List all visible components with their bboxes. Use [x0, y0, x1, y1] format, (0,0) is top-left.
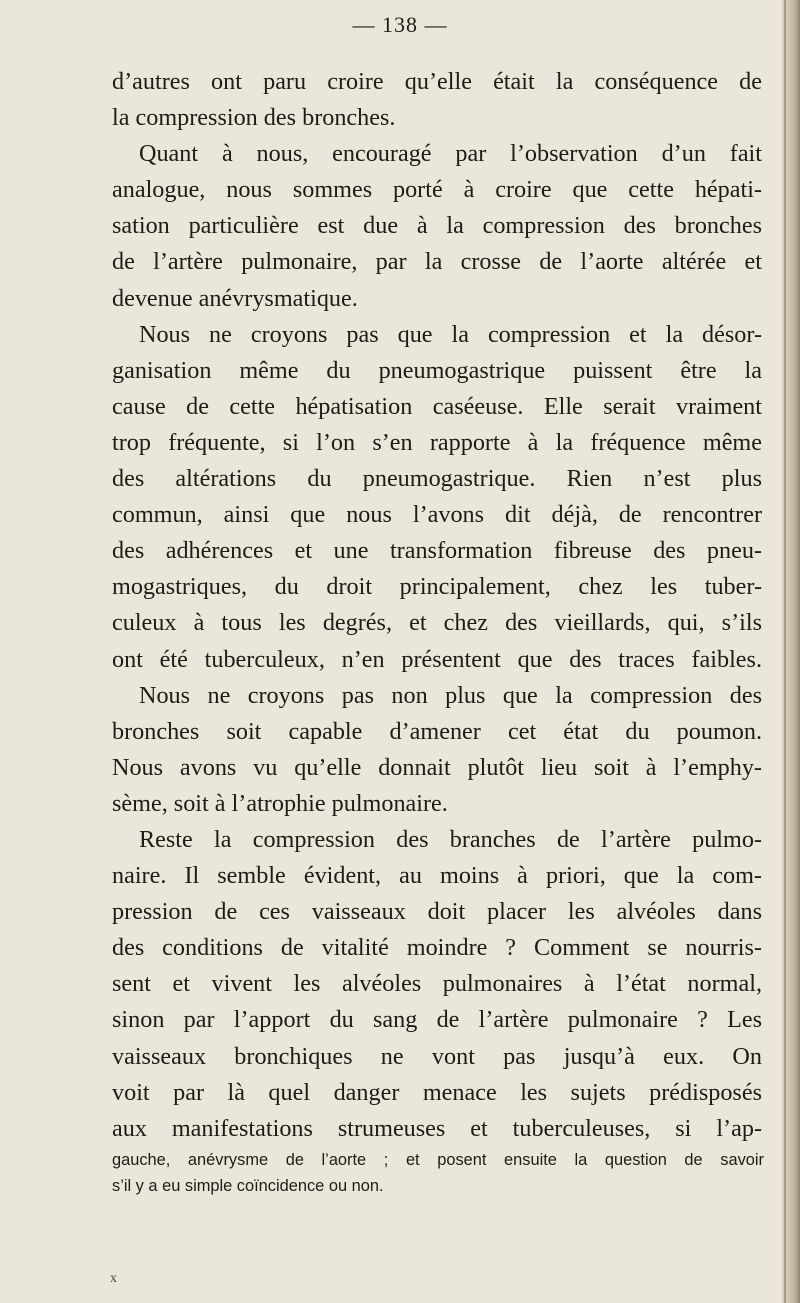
text-line: trop fréquente, si l’on s’en rapporte à la fréquence même [112, 428, 762, 456]
text-line: commun, ainsi que nous l’avons dit déjà, de rencontrer [112, 501, 762, 529]
footnote [112, 1147, 764, 1199]
text-line: bronches soit capable d’amener cet état du poumon. [112, 717, 762, 745]
text-line: pression de ces vaisseaux doit placer les alvéoles dans [112, 898, 762, 926]
text-line: Reste la compression des branches de l’artère pulmo- [139, 825, 762, 853]
text-line: voit par là quel danger menace les sujets prédisposés [112, 1078, 762, 1106]
page-number: — 138 — [352, 12, 448, 37]
page-edge-line [784, 0, 786, 1303]
text-line: analogue, nous sommes porté à croire que cette hépati- [112, 176, 762, 204]
text-line: sinon par l’apport du sang de l’artère pulmonaire ? Les [112, 1006, 762, 1034]
text-line: vaisseaux bronchiques ne vont pas jusqu’à eux. On [112, 1042, 762, 1070]
text-line: sation particulière est due à la compression des bronches [112, 212, 762, 240]
text-line: des adhérences et une transformation fibreuse des pneu- [112, 537, 762, 565]
text-line: culeux à tous les degrés, et chez des vieillards, qui, s’ils [112, 609, 762, 637]
text-line: d’autres ont paru croire qu’elle était la conséquence de [112, 68, 762, 95]
footnote-line: gauche, anévrysme de l’aorte ; et posent ensuite la question de savoir [112, 1151, 764, 1169]
text-line: mogastriques, du droit principalement, chez les tuber- [112, 573, 762, 601]
text-line: Quant à nous, encouragé par l’observation d’un fait [139, 140, 762, 168]
text-line: de l’artère pulmonaire, par la crosse de l’aorte altérée et [112, 248, 762, 276]
body-text [112, 64, 762, 1147]
text-line: ganisation même du pneumogastrique puissent être la [112, 356, 762, 384]
text-line: la compression des bronches. [112, 104, 396, 132]
text-line: sème, soit à l’atrophie pulmonaire. [112, 789, 448, 817]
printer-mark: x [110, 1271, 117, 1286]
text-line: naire. Il semble évident, au moins à priori, que la com- [112, 862, 762, 890]
text-line: aux manifestations strumeuses et tuberculeuses, si l’ap- [112, 1114, 762, 1142]
text-line: ont été tuberculeux, n’en présentent que des traces faibles. [112, 645, 762, 673]
text-line: Nous ne croyons pas non plus que la compression des [139, 681, 762, 709]
text-line: des conditions de vitalité moindre ? Comment se nourris- [112, 934, 762, 962]
text-line: Nous avons vu qu’elle donnait plutôt lieu soit à l’emphy- [112, 753, 762, 781]
footnote-line: s’il y a eu simple coïncidence ou non. [112, 1177, 384, 1195]
text-line: des altérations du pneumogastrique. Rien n’est plus [112, 465, 762, 493]
text-line: devenue anévrysmatique. [112, 284, 358, 312]
text-line: sent et vivent les alvéoles pulmonaires à l’état normal, [112, 970, 762, 998]
text-line: Nous ne croyons pas que la compression et la désor- [139, 320, 762, 348]
text-line: cause de cette hépatisation caséeuse. Elle serait vraiment [112, 392, 762, 420]
